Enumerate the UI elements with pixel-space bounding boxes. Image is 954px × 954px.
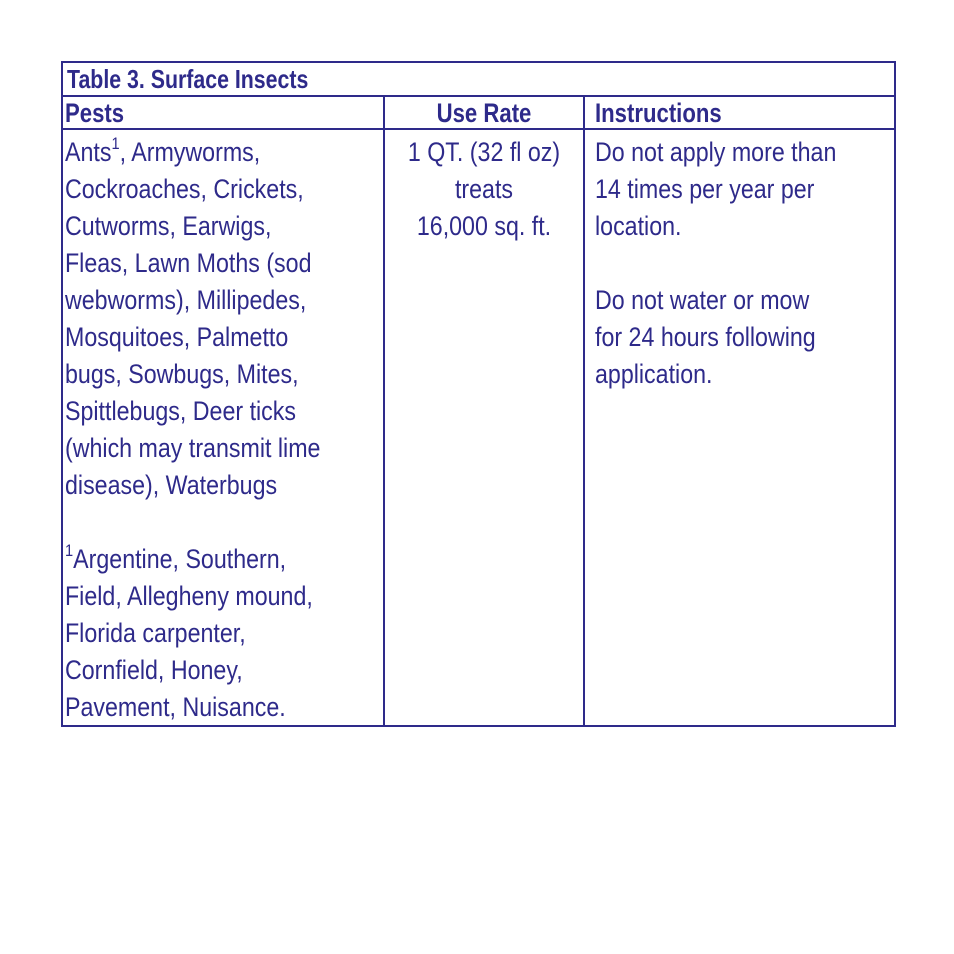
pests-line-text: Ants: [65, 137, 112, 167]
use-rate-cell: [383, 130, 583, 725]
pests-line: bugs, Sowbugs, Mites,: [65, 359, 299, 389]
instructions-line: location.: [595, 211, 682, 241]
use-rate-line: 1 QT. (32 fl oz): [407, 137, 561, 167]
blank-line: [595, 245, 836, 282]
pests-line: Spittlebugs, Deer ticks: [65, 396, 297, 426]
pests-line: Cutworms, Earwigs,: [65, 211, 272, 241]
footnote-line: Field, Allegheny mound,: [65, 581, 313, 611]
instructions-text: [595, 134, 836, 393]
header-cell-use-rate: [383, 97, 583, 128]
instructions-line: 14 times per year per: [595, 174, 815, 204]
use-rate-text: [399, 134, 569, 245]
header-instructions: Instructions: [595, 98, 722, 128]
pests-cell: [63, 130, 383, 725]
pests-line: Fleas, Lawn Moths (sod: [65, 248, 312, 278]
table-row: [63, 130, 894, 725]
footnote-marker: 1: [111, 134, 120, 153]
header-cell-pests: [63, 97, 383, 128]
footnote-line: Pavement, Nuisance.: [65, 692, 286, 722]
footnote-line: Florida carpenter,: [65, 618, 246, 648]
use-rate-line: treats: [454, 174, 514, 204]
blank-line: [65, 504, 320, 541]
pests-line: [65, 134, 320, 171]
pests-line: Mosquitoes, Palmetto: [65, 322, 289, 352]
footnote-marker: 1: [65, 541, 74, 560]
use-rate-line: 16,000 sq. ft.: [416, 211, 552, 241]
instructions-line: application.: [595, 359, 713, 389]
footnote-line: [65, 541, 320, 578]
surface-insects-table: [61, 61, 896, 727]
instructions-line: for 24 hours following: [595, 322, 816, 352]
footnote-text: Argentine, Southern,: [73, 544, 287, 574]
instructions-line: Do not apply more than: [595, 137, 837, 167]
pests-line-text: , Armyworms,: [119, 137, 261, 167]
pests-line: webworms), Millipedes,: [65, 285, 307, 315]
header-cell-instructions: [583, 97, 894, 128]
table-header-row: [63, 97, 894, 130]
table-caption-row: [63, 63, 894, 97]
pests-list: [65, 134, 320, 726]
instructions-cell: [583, 130, 894, 725]
pests-line: Cockroaches, Crickets,: [65, 174, 304, 204]
pests-line: disease), Waterbugs: [65, 470, 278, 500]
header-use-rate: Use Rate: [436, 98, 532, 128]
pests-line: (which may transmit lime: [65, 433, 321, 463]
footnote-line: Cornfield, Honey,: [65, 655, 243, 685]
instructions-line: Do not water or mow: [595, 285, 810, 315]
header-pests: Pests: [65, 98, 125, 128]
table-caption: Table 3. Surface Insects: [67, 64, 309, 94]
